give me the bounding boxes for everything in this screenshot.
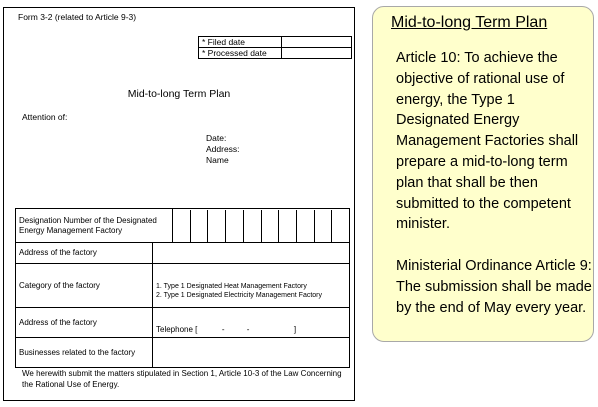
attention-label: Attention of: bbox=[22, 112, 68, 122]
note-title: Mid-to-long Term Plan bbox=[391, 14, 548, 31]
explanation-note bbox=[372, 6, 594, 342]
form-document bbox=[3, 7, 355, 401]
factory-address-label: Address of the factory bbox=[16, 243, 153, 264]
note-body bbox=[396, 48, 592, 318]
telephone-label: Telephone [ - - ] bbox=[156, 324, 297, 334]
submission-statement: We herewith submit the matters stipulated in Section 1, Article 10-3 of the Law Concerning the Rational Use of Energy. bbox=[22, 369, 342, 389]
form-title: Mid-to-long Term Plan bbox=[127, 88, 231, 100]
factory-address-2-label: Address of the factory bbox=[16, 308, 153, 338]
designation-number-boxes[interactable] bbox=[173, 209, 350, 243]
name-label: Name bbox=[206, 155, 229, 165]
factory-details-table bbox=[15, 242, 350, 368]
category-field[interactable] bbox=[153, 264, 350, 308]
telephone-field[interactable] bbox=[153, 308, 350, 338]
factory-address-field[interactable] bbox=[153, 243, 350, 264]
category-option-electricity: 2. Type 1 Designated Electricity Management Factory bbox=[156, 291, 323, 299]
processed-date-label: * Processed date bbox=[199, 48, 282, 59]
designation-number-label: Designation Number of the Designated Energy Management Factory bbox=[16, 209, 173, 243]
address-label: Address: bbox=[206, 144, 240, 154]
businesses-field[interactable] bbox=[153, 338, 350, 368]
note-ordinance-article-9: Ministerial Ordinance Article 9: The submission shall be made by the end of May every year. bbox=[396, 257, 592, 316]
sender-block bbox=[206, 133, 240, 166]
category-option-heat: 1. Type 1 Designated Heat Management Factory bbox=[156, 282, 307, 290]
filed-date-field[interactable] bbox=[282, 37, 352, 48]
filed-date-label: * Filed date bbox=[199, 37, 282, 48]
note-article-10: Article 10: To achieve the objective of rational use of energy, the Type 1 Designated Energy Management Factories shall prepare a mid-to-long term plan that shall be then submitted to the competent minister. bbox=[396, 50, 579, 233]
processed-date-field[interactable] bbox=[282, 48, 352, 59]
businesses-label: Businesses related to the factory bbox=[16, 338, 153, 368]
date-label: Date: bbox=[206, 133, 227, 143]
category-label: Category of the factory bbox=[16, 264, 153, 308]
form-number: Form 3-2 (related to Article 9-3) bbox=[18, 12, 137, 22]
filing-box bbox=[198, 36, 352, 59]
factory-info-table bbox=[15, 208, 350, 243]
